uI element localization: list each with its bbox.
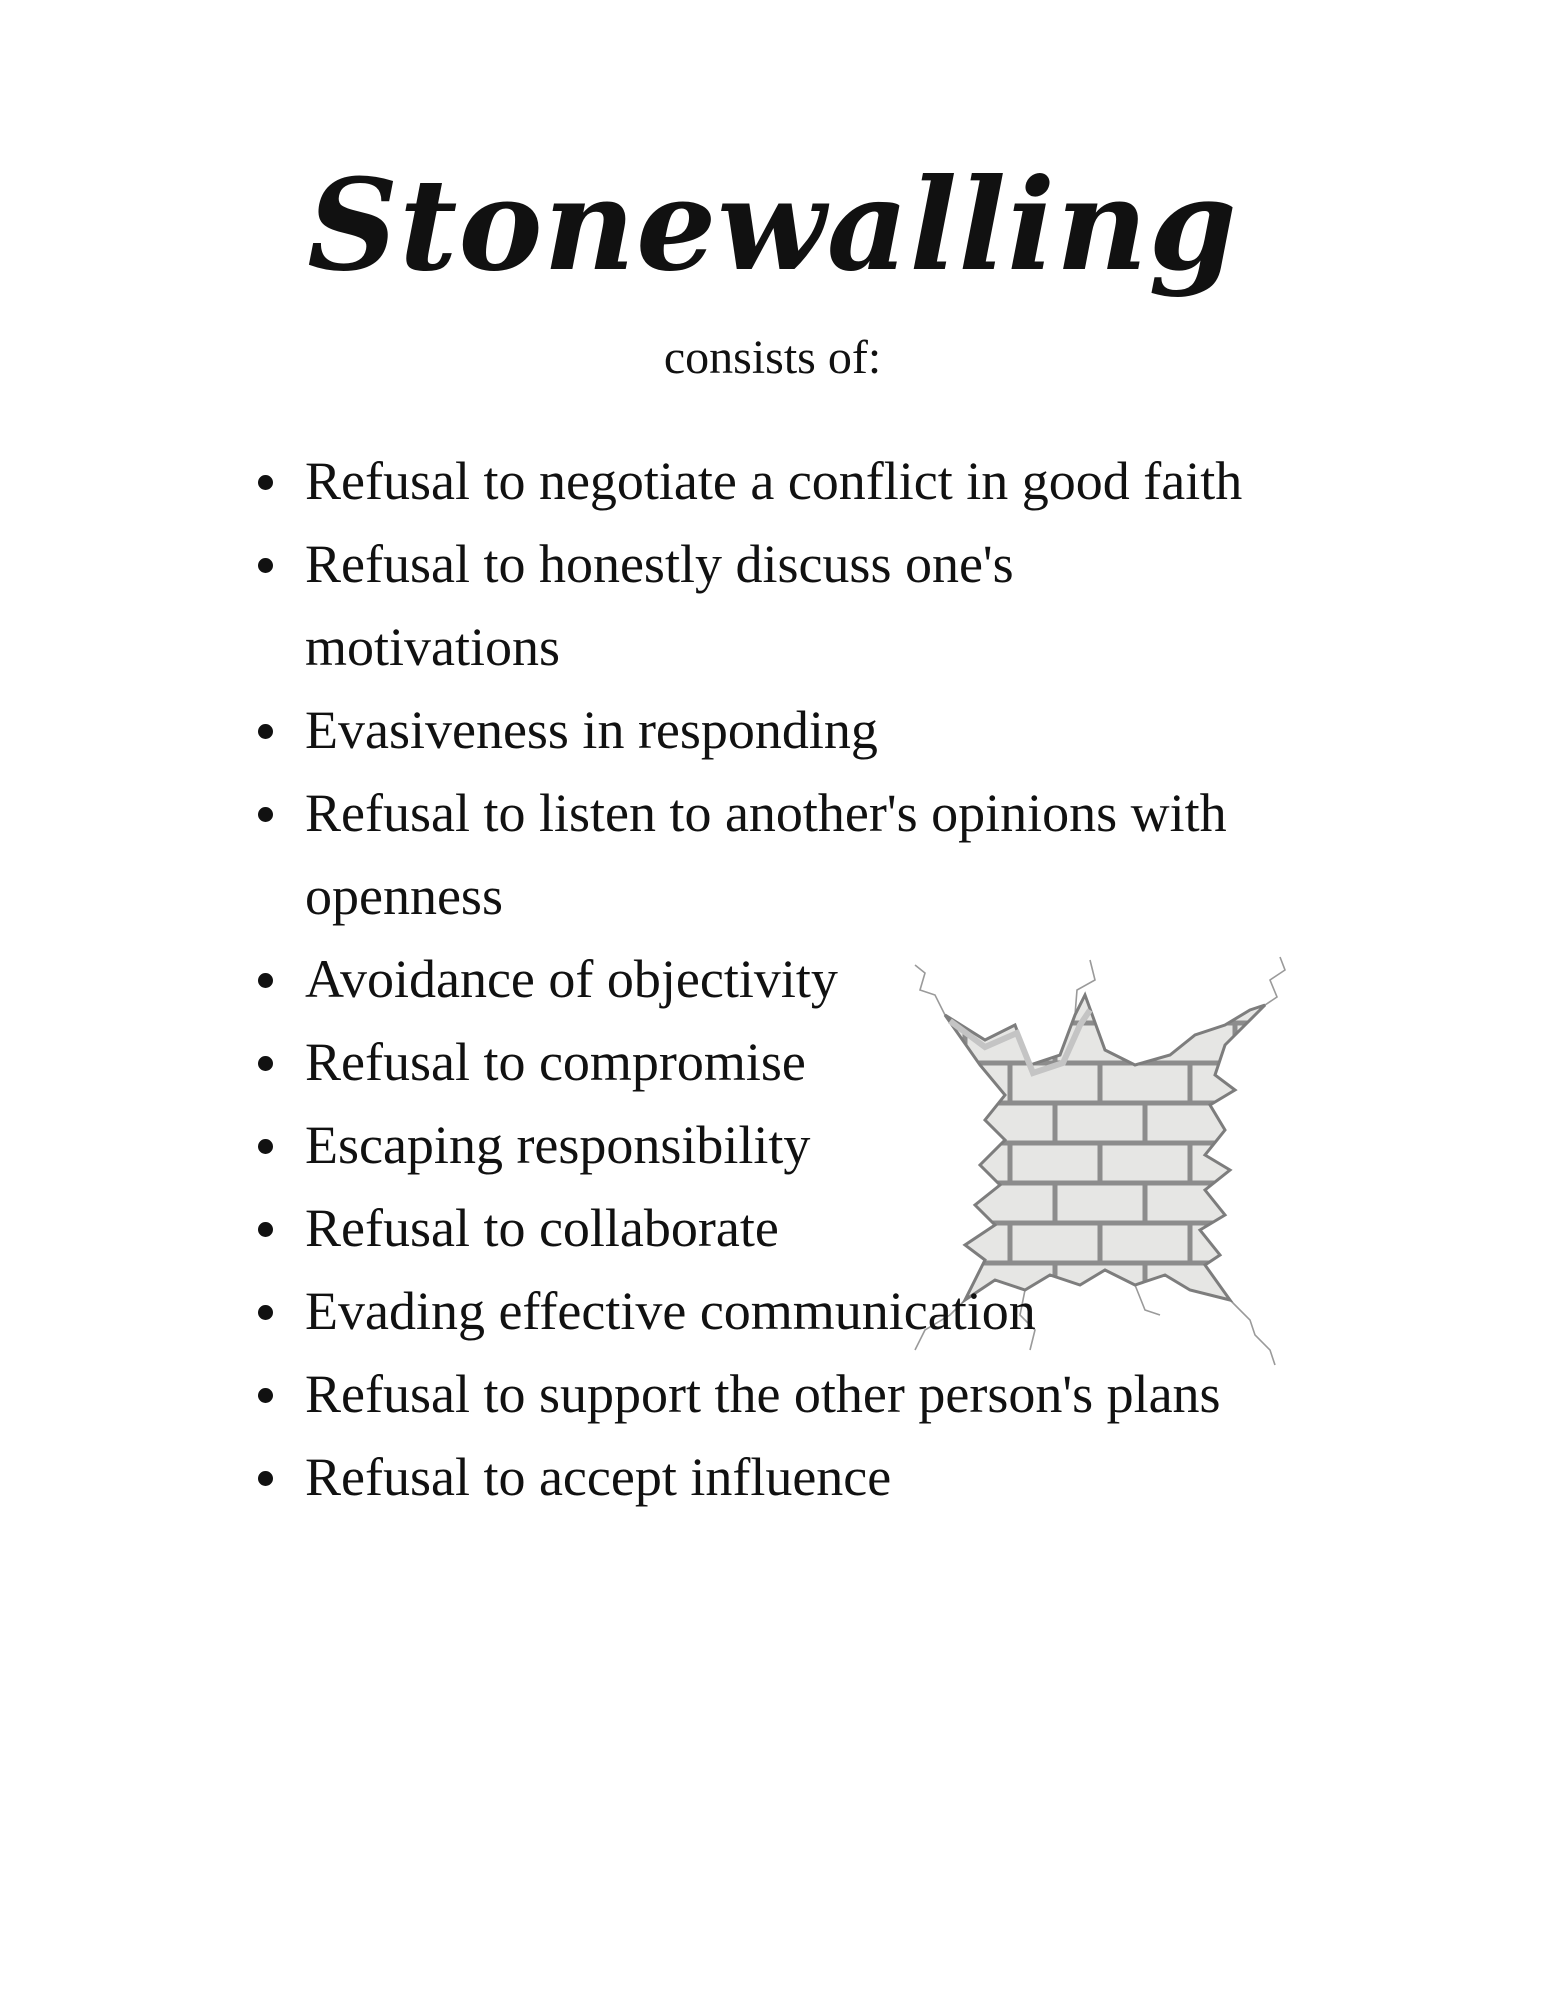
- list-item: [255, 523, 1255, 689]
- bullet-icon: [258, 558, 273, 573]
- bullet-icon: [258, 1056, 273, 1071]
- list-item: [255, 772, 1255, 938]
- page-subtitle: consists of:: [663, 331, 882, 384]
- bullet-icon: [258, 1471, 273, 1486]
- list-item-text: Refusal to accept influence: [305, 1447, 892, 1507]
- list-item: [255, 689, 1255, 772]
- list-item-text: Refusal to support the other person's plans: [305, 1364, 1221, 1424]
- list-item-text: Evasiveness in responding: [305, 700, 878, 760]
- bullet-icon: [258, 807, 273, 822]
- bullet-icon: [258, 1388, 273, 1403]
- list-item-text: Avoidance of objectivity: [305, 949, 838, 1009]
- list-item: [255, 1187, 1255, 1270]
- page-title: Stonewalling: [307, 151, 1238, 299]
- bullet-icon: [258, 724, 273, 739]
- list-item: [255, 1104, 1255, 1187]
- list-item: [255, 1270, 1255, 1353]
- bullet-icon: [258, 475, 273, 490]
- list-item-text: Refusal to negotiate a conflict in good faith: [305, 451, 1243, 511]
- list-item-text: Refusal to collaborate: [305, 1198, 779, 1258]
- list-item: [255, 938, 1255, 1021]
- list-item-text: Evading effective communication: [305, 1281, 1036, 1341]
- bullet-icon: [258, 1222, 273, 1237]
- list-item: [255, 440, 1255, 523]
- list-item-text: Refusal to listen to another's opinions with openness: [305, 783, 1227, 926]
- list-item: [255, 1353, 1255, 1436]
- list-item-text: Refusal to compromise: [305, 1032, 806, 1092]
- list-item: [255, 1436, 1255, 1519]
- bullet-icon: [258, 1139, 273, 1154]
- list-item-text: Escaping responsibility: [305, 1115, 811, 1175]
- list-item: [255, 1021, 1255, 1104]
- behavior-list: [255, 440, 1255, 1519]
- bullet-icon: [258, 973, 273, 988]
- bullet-icon: [258, 1305, 273, 1320]
- list-item-text: Refusal to honestly discuss one's motivations: [305, 534, 1014, 677]
